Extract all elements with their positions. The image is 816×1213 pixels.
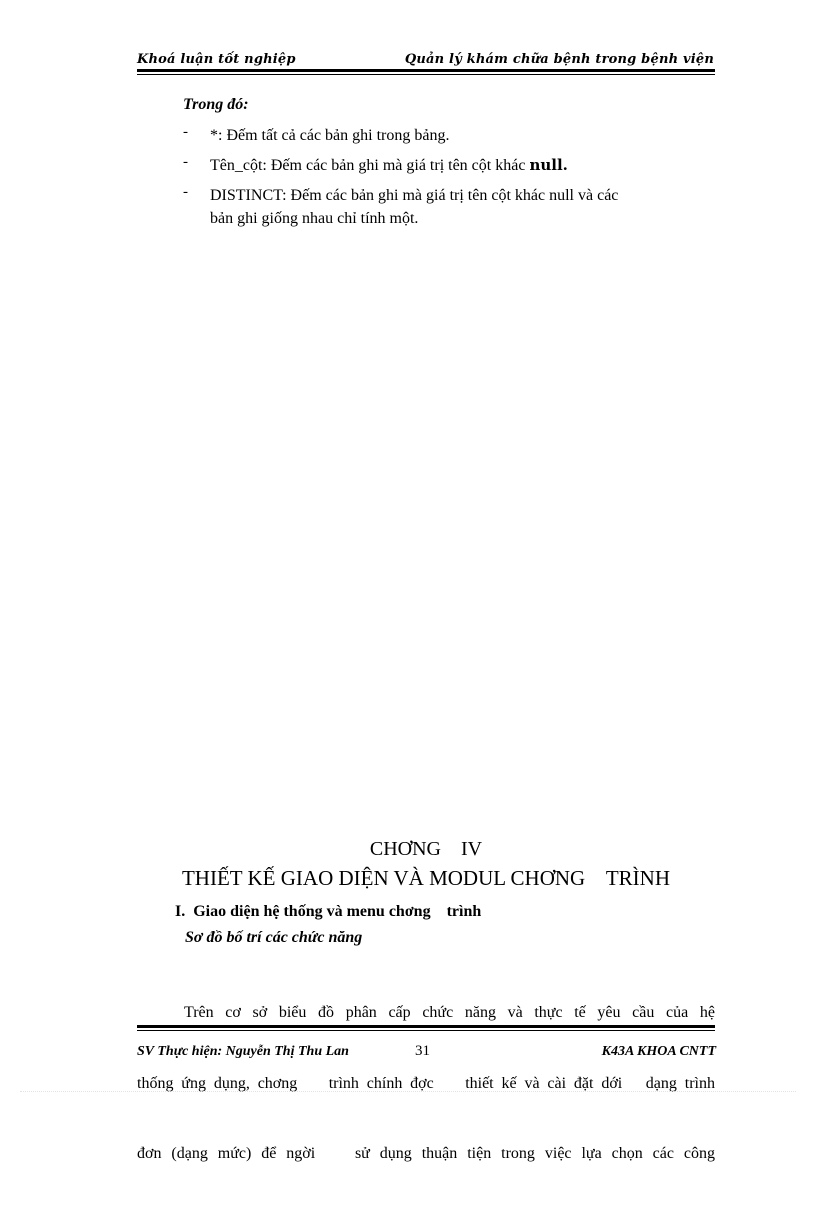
bullet-text: Tên_cột: Đếm các bản ghi mà giá trị tên cột khác [210, 157, 530, 174]
footer-rule-thin [137, 1030, 715, 1031]
footer-rule-thick [137, 1025, 715, 1028]
bullet-list [183, 124, 715, 237]
bullet-dash: - [183, 124, 188, 140]
bullet-text: *: Đếm tất cả các bản ghi trong bảng. [210, 127, 450, 144]
page-edge-divider [20, 1091, 796, 1092]
trong-do-heading: Trong đó: [183, 96, 249, 113]
paragraph-line: đơn (dạng mức) để ngời sử dụng thuận tiện trong việc lựa chọn các công [137, 1145, 715, 1162]
header-rule-thick [137, 69, 715, 72]
bullet-bold-word: null. [529, 156, 568, 174]
header-right-title: Quản lý khám chữa bệnh trong bệnh viện [404, 52, 714, 67]
section-heading: I. Giao diện hệ thống và menu chơng trình [175, 903, 482, 920]
list-item [183, 184, 715, 230]
subsection-heading: Sơ đồ bố trí các chức năng [185, 929, 363, 946]
header-left-title: Khoá luận tốt nghiệp [137, 52, 296, 67]
list-item [183, 124, 715, 147]
paragraph-line: Trên cơ sở biểu đồ phân cấp chức năng và thực tế yêu cầu của hệ [184, 1004, 715, 1021]
bullet-text-line1: DISTINCT: Đếm các bản ghi mà giá trị tên cột khác null và các [210, 187, 619, 204]
footer-author: SV Thực hiện: Nguyễn Thị Thu Lan [137, 1044, 349, 1059]
bullet-text-line2: bản ghi giống nhau chỉ tính một. [210, 210, 419, 227]
chapter-number: CHƠNG IV [369, 838, 483, 860]
footer-class: K43A KHOA CNTT [601, 1044, 716, 1059]
bullet-dash: - [183, 184, 188, 200]
chapter-title: THIẾT KẾ GIAO DIỆN VÀ MODUL CHƠNG TRÌNH [181, 866, 670, 890]
bullet-dash: - [183, 154, 188, 170]
header-rule-thin [137, 74, 715, 75]
paragraph-line: thống ứng dụng, chơng trình chính đợc thiết kế và cài đặt dới dạng trình [137, 1074, 715, 1092]
page-number: 31 [415, 1043, 430, 1059]
list-item [183, 154, 715, 177]
